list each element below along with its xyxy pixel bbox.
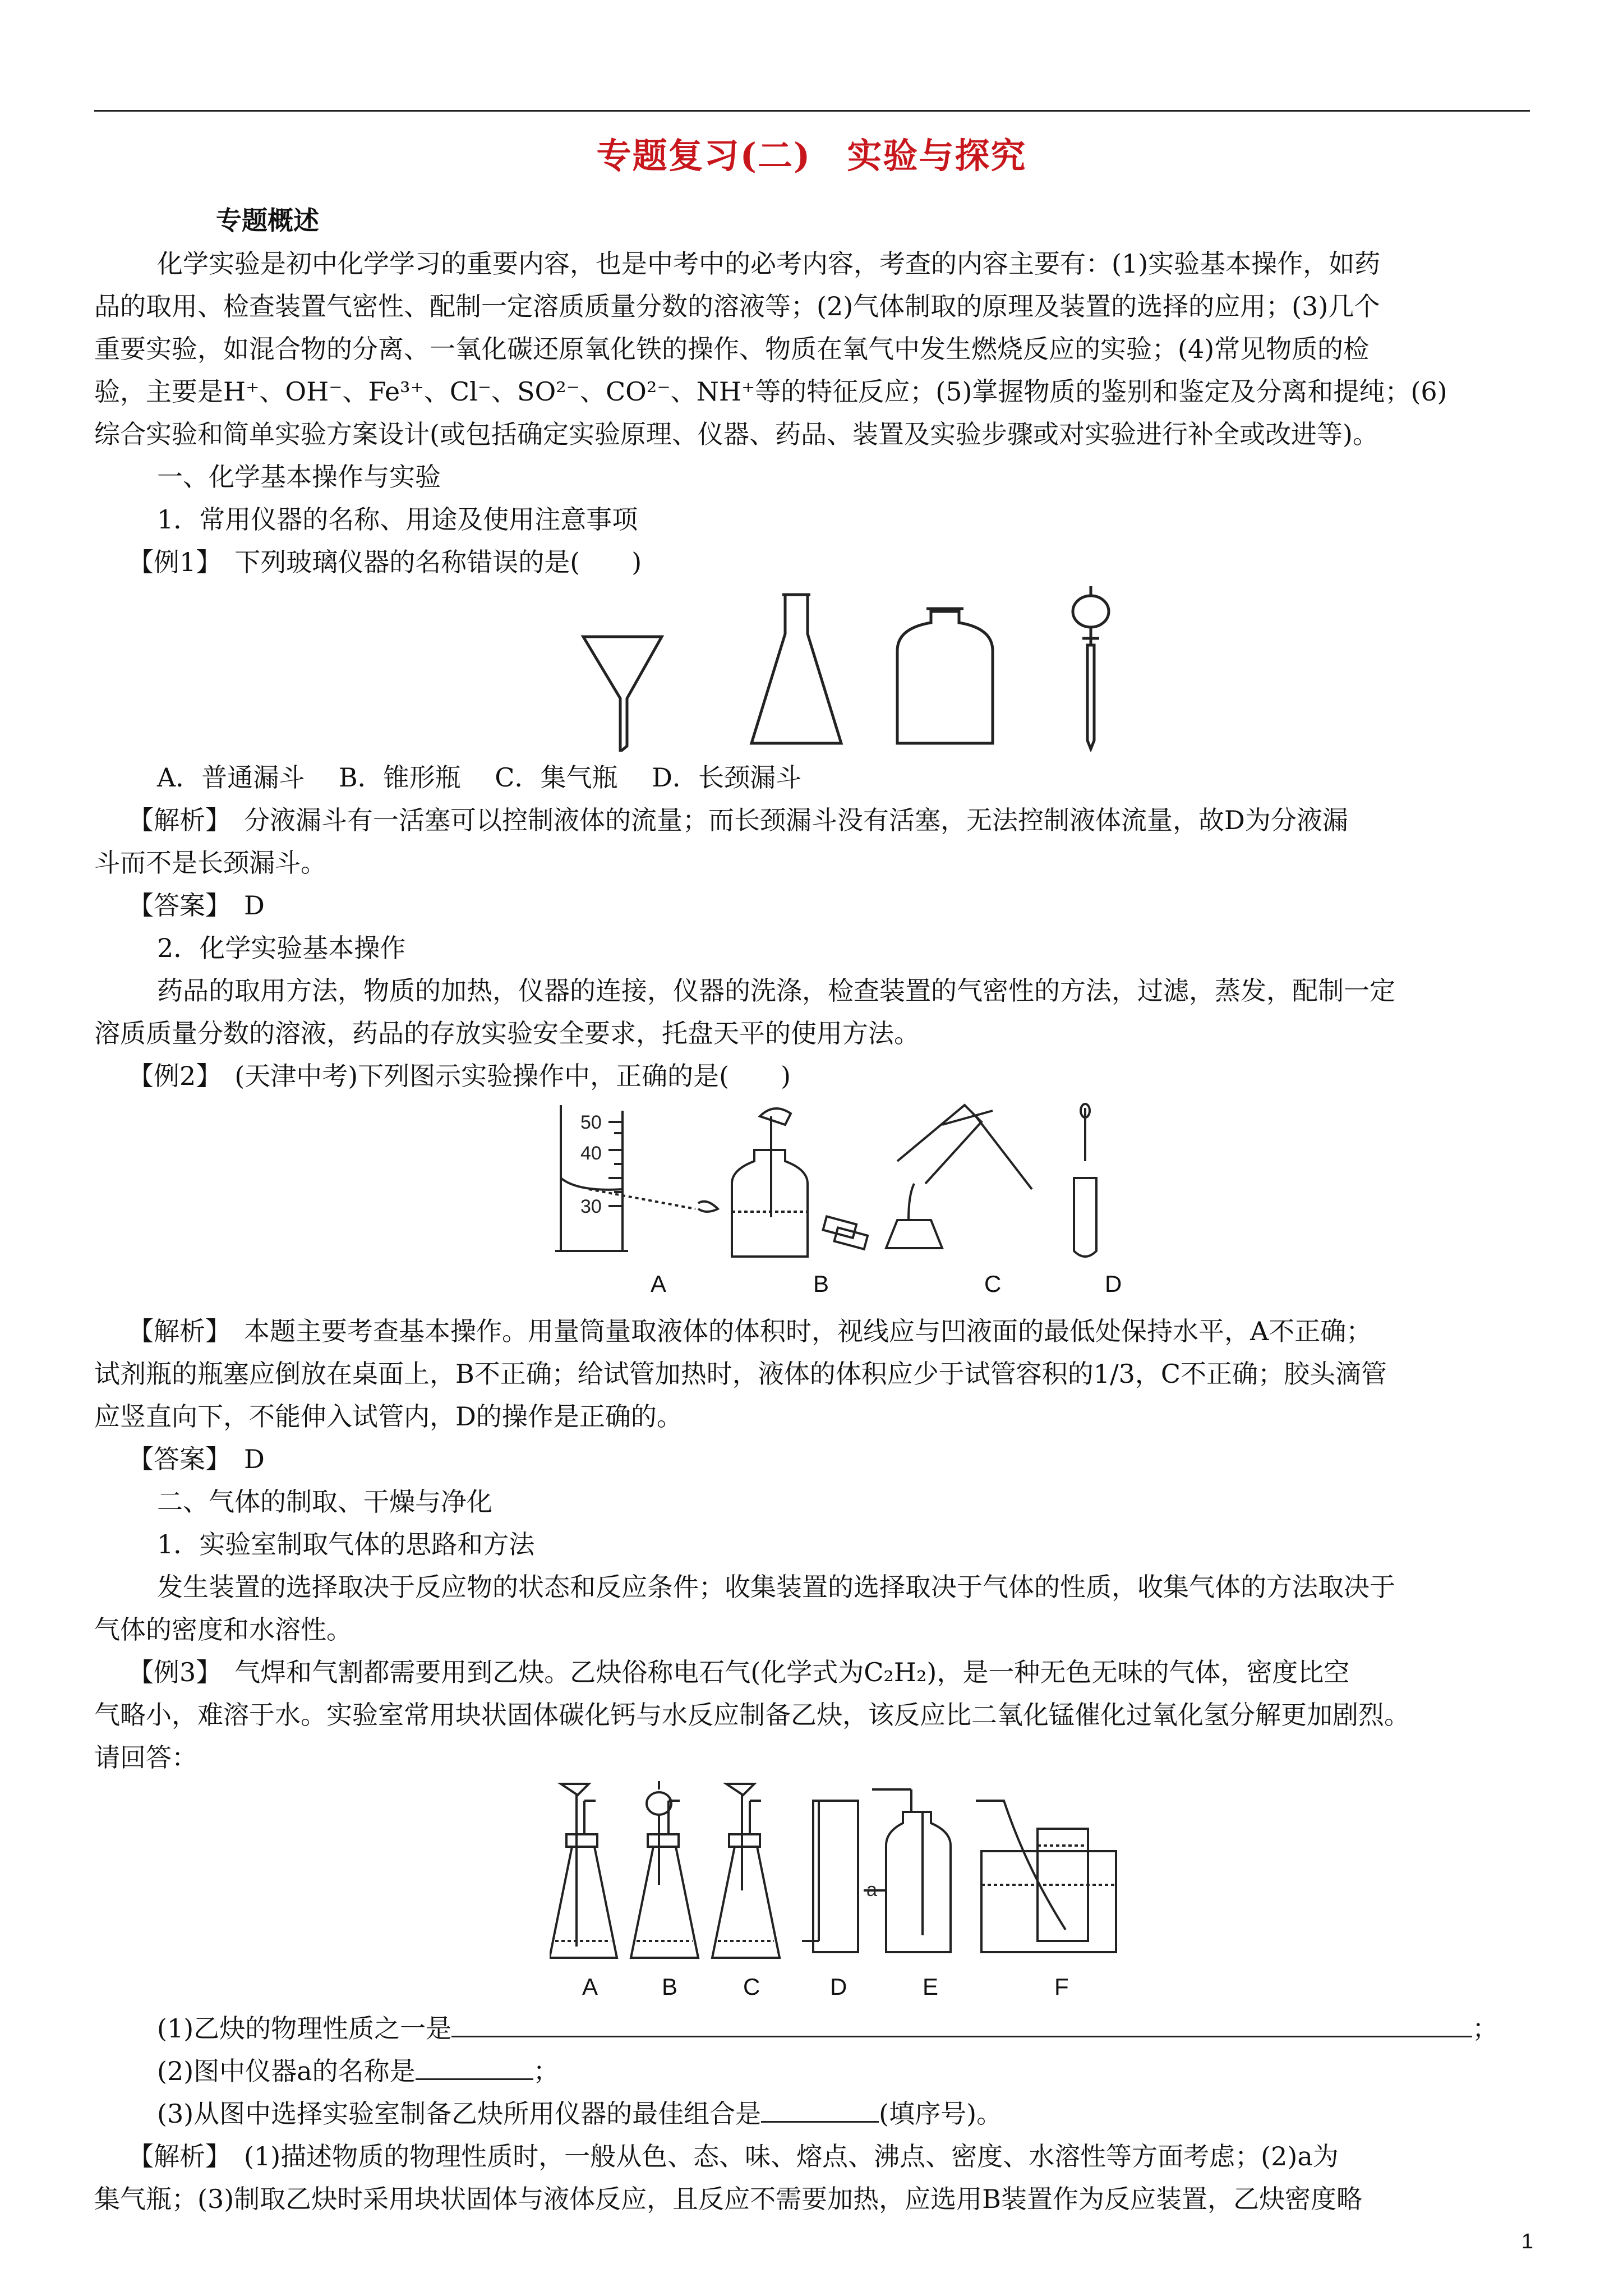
- fig2-label-a: A: [651, 1271, 667, 1297]
- instrument-a-label: a: [866, 1879, 877, 1901]
- header-rule: [94, 110, 1530, 112]
- section-1-heading: 一、化学基本操作与实验: [157, 462, 441, 492]
- q1-end: ；: [1472, 2013, 1498, 2044]
- page-number: 1: [1521, 2230, 1533, 2253]
- q1-text: (1)乙炔的物理性质之一是: [157, 2013, 452, 2044]
- example-1-options: A．普通漏斗 B．锥形瓶 C．集气瓶 D．长颈漏斗: [157, 762, 801, 793]
- q2-end: ；: [533, 2056, 559, 2086]
- eye-icon: [698, 1202, 718, 1212]
- gas-bottle-icon: [897, 611, 993, 743]
- example-3-line-1: 【例3】 气焊和气割都需要用到乙炔。乙炔俗称电石气(化学式为C₂H₂)，是一种无色无味的气体，密度比空: [128, 1657, 1350, 1687]
- q3-text: (3)从图中选择实验室制备乙炔所用仪器的最佳组合是: [157, 2099, 762, 2129]
- conical-flask-icon: [751, 595, 841, 743]
- section-1-2-text-1: 药品的取用方法，物质的加热，仪器的连接，仪器的洗涤，检查装置的气密性的方法，过滤，蒸发，配制一定: [157, 976, 1395, 1006]
- example-1-glassware-figure: [561, 583, 1166, 752]
- section-2-1-text-1: 发生装置的选择取决于反应物的状态和反应条件；收集装置的选择取决于气体的性质，收集气体的方法取决于: [157, 1572, 1395, 1602]
- q3-end: (填序号)。: [879, 2099, 1003, 2129]
- example-1-analysis-1: 【解析】 分液漏斗有一活塞可以控制液体的流量；而长颈漏斗没有活塞，无法控制液体流量，故D为分液漏: [128, 805, 1348, 835]
- section-2-1-heading: 1．实验室制取气体的思路和方法: [157, 1529, 535, 1559]
- example-3-question-3: [157, 2092, 1531, 2135]
- section-2-1-text-2: 气体的密度和水溶性。: [94, 1614, 352, 1645]
- section-1-2-heading: 2．化学实验基本操作: [157, 933, 406, 963]
- q1-blank[interactable]: [451, 2013, 1472, 2037]
- cylinder-tick-30: 30: [580, 1196, 602, 1217]
- example-3-question-1: [157, 2007, 1531, 2050]
- fig3-label-f: F: [1054, 1973, 1069, 2000]
- fig2-label-c: C: [984, 1271, 1002, 1297]
- fig3-label-a: A: [582, 1973, 598, 2000]
- funnel-icon: [583, 637, 662, 752]
- example-2-analysis-1: 【解析】 本题主要考查基本操作。用量筒量取液体的体积时，视线应与凹液面的最低处保持水平，A不正确；: [128, 1316, 1372, 1346]
- q2-text: (2)图中仪器a的名称是: [157, 2056, 416, 2086]
- section-2-heading: 二、气体的制取、干燥与净化: [157, 1487, 492, 1517]
- page-title: 专题复习(二) 实验与探究: [596, 135, 1027, 176]
- cylinder-tick-40: 40: [580, 1143, 602, 1164]
- example-2-operations-figure: [538, 1099, 1133, 1268]
- example-1-answer: 【答案】 D: [128, 890, 265, 921]
- cylinder-tick-50: 50: [580, 1112, 602, 1133]
- example-3-question-2: [157, 2050, 1531, 2092]
- example-2-analysis-3: 应竖直向下，不能伸入试管内，D的操作是正确的。: [94, 1401, 683, 1432]
- fig3-label-e: E: [923, 1973, 939, 2000]
- separatory-funnel-icon: [1073, 586, 1109, 749]
- fig2-label-d: D: [1105, 1271, 1122, 1297]
- overview-line-1: 化学实验是初中化学学习的重要内容，也是中考中的必考内容，考查的内容主要有：(1)实验基本操作，如药: [157, 249, 1381, 279]
- example-2-analysis-2: 试剂瓶的瓶塞应倒放在桌面上，B不正确；给试管加热时，液体的体积应少于试管容积的1/3，C不正确；胶头滴管: [94, 1359, 1387, 1389]
- overview-line-4: 验，主要是H⁺、OH⁻、Fe³⁺、Cl⁻、SO²⁻、CO²⁻、NH⁺等的特征反应；(5)掌握物质的鉴别和鉴定及分离和提纯；(6): [94, 376, 1447, 407]
- example-3-line-2: 气略小，难溶于水。实验室常用块状固体碳化钙与水反应制备乙炔，该反应比二氧化锰催化过氧化氢分解更加剧烈。: [94, 1700, 1410, 1730]
- example-3-line-3: 请回答：: [94, 1742, 197, 1773]
- example-3-analysis-1: 【解析】 (1)描述物质的物理性质时，一般从色、态、味、熔点、沸点、密度、水溶性等方面考虑；(2)a为: [128, 2141, 1339, 2171]
- overview-line-3: 重要实验，如混合物的分离、一氧化碳还原氧化铁的操作、物质在氧气中发生燃烧反应的实验；(4)常见物质的检: [94, 334, 1370, 364]
- example-2-answer: 【答案】 D: [128, 1444, 265, 1474]
- example-1-analysis-2: 斗而不是长颈漏斗。: [94, 848, 326, 878]
- overview-line-2: 品的取用、检查装置气密性、配制一定溶质质量分数的溶液等；(2)气体制取的原理及装置的选择的应用；(3)几个: [94, 291, 1380, 321]
- section-1-2-text-2: 溶质质量分数的溶液，药品的存放实验安全要求，托盘天平的使用方法。: [94, 1018, 920, 1048]
- example-3-apparatus-figure: [550, 1778, 1144, 1975]
- fig3-label-b: B: [662, 1973, 678, 2000]
- example-2-question: 【例2】 (天津中考)下列图示实验操作中，正确的是( ): [128, 1061, 791, 1091]
- q2-blank[interactable]: [416, 2056, 533, 2080]
- example-1-question: 【例1】 下列玻璃仪器的名称错误的是( ): [128, 547, 642, 577]
- section-1-1-heading: 1．常用仪器的名称、用途及使用注意事项: [157, 504, 638, 535]
- overview-heading: 专题概述: [216, 205, 319, 236]
- example-3-analysis-2: 集气瓶；(3)制取乙炔时采用块状固体与液体反应，且反应不需要加热，应选用B装置作为反应装置，乙炔密度略: [94, 2184, 1362, 2214]
- fig3-label-d: D: [830, 1973, 847, 2000]
- overview-line-5: 综合实验和简单实验方案设计(或包括确定实验原理、仪器、药品、装置及实验步骤或对实验进行补全或改进等)。: [94, 419, 1378, 449]
- q3-blank[interactable]: [761, 2099, 879, 2123]
- fig3-label-c: C: [743, 1973, 760, 2000]
- fig2-label-b: B: [813, 1271, 829, 1297]
